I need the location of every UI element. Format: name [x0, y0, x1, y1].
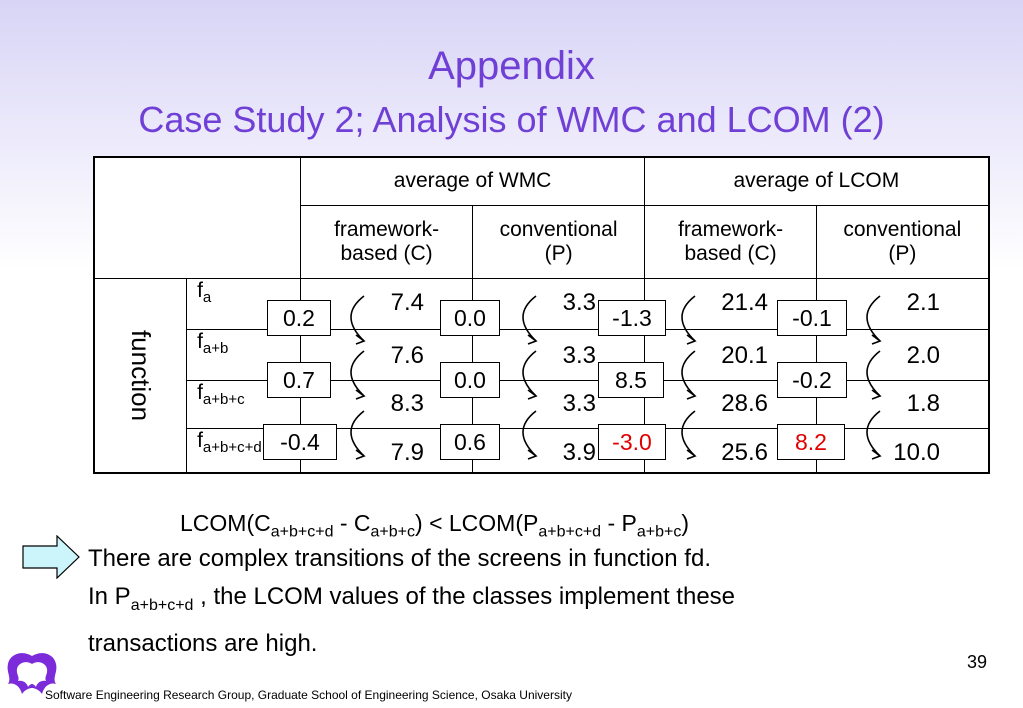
row-label-fab: $f_{a+b}$ [187, 329, 301, 380]
curved-arrow-icon [508, 346, 538, 408]
value-cell: 7.6 [390, 342, 424, 369]
delta-box: 0.0 [440, 300, 500, 336]
row-label-fabc: $f_{a+b+c}$ [187, 380, 301, 428]
value-cell: 3.3 [562, 342, 596, 369]
value-cell: 7.4 [390, 289, 424, 316]
curved-arrow-icon [508, 406, 538, 468]
delta-box: 0.6 [440, 424, 500, 460]
curved-arrow-icon [667, 291, 697, 353]
value-cell: 7.9 [390, 439, 424, 466]
page-number: 39 [966, 652, 987, 672]
conclusion-line: In $P_{a+b+c+d}$ , the LCOM values of the classes implement these [88, 583, 736, 614]
row-label-fa: $f_a$ [187, 278, 301, 329]
delta-box: 0.0 [440, 362, 500, 398]
curved-arrow-icon [336, 406, 366, 468]
header-wmc: average of WMC [301, 157, 645, 205]
value-cell: 3.3 [562, 289, 596, 316]
value-cell: 2.0 [906, 342, 940, 369]
subheader-wmc-conventional: conventional (P) [473, 205, 645, 278]
right-arrow-icon [22, 535, 80, 579]
value-cell: 10.0 [893, 439, 940, 466]
row-group-label: function [94, 278, 187, 473]
footer-text: Software Engineering Research Group, Graduate School of Engineering Science, Osaka University [45, 688, 572, 702]
conclusion-line: There are complex transitions of the screens in function fd. [88, 545, 711, 572]
curved-arrow-icon [852, 406, 882, 468]
delta-box: -0.1 [777, 300, 847, 336]
curved-arrow-icon [667, 346, 697, 408]
page-subtitle: Case Study 2; Analysis of WMC and LCOM (2) [138, 99, 885, 140]
value-cell: 25.6 [721, 439, 768, 466]
subheader-lcom-conventional: conventional (P) [817, 205, 989, 278]
delta-box-highlight: 8.2 [777, 424, 845, 460]
row-label-fabcd: $f_{a+b+c+d}$ [187, 428, 301, 473]
conclusion-text [88, 540, 735, 663]
value-cell: 3.3 [562, 390, 596, 417]
value-cell: 1.8 [906, 390, 940, 417]
curved-arrow-icon [336, 291, 366, 353]
delta-box: -1.3 [598, 300, 666, 336]
value-cell: 28.6 [721, 390, 768, 417]
curved-arrow-icon [852, 346, 882, 408]
curved-arrow-icon [667, 406, 697, 468]
curved-arrow-icon [336, 346, 366, 408]
delta-box: -0.4 [263, 424, 337, 460]
page-title: Appendix [428, 44, 595, 88]
value-cell: 2.1 [906, 289, 940, 316]
value-cell: 20.1 [721, 342, 768, 369]
header-lcom: average of LCOM [645, 157, 989, 205]
delta-box: 0.2 [267, 300, 331, 336]
curved-arrow-icon [852, 291, 882, 353]
value-cell: 8.3 [390, 390, 424, 417]
value-cell: 3.9 [562, 439, 596, 466]
subheader-lcom-framework: framework- based (C) [645, 205, 817, 278]
corner-cell [94, 157, 301, 278]
curved-arrow-icon [508, 291, 538, 353]
subheader-wmc-framework: framework- based (C) [301, 205, 473, 278]
delta-box: -0.2 [777, 362, 847, 398]
value-cell: 21.4 [721, 289, 768, 316]
conclusion-line: transactions are high. [88, 629, 318, 657]
delta-box: 8.5 [598, 362, 664, 398]
delta-box-highlight: -3.0 [598, 424, 666, 460]
lcom-formula: $LCOM(C_{a+b+c+d} - C_{a+b+c})$ < $LCOM(P_{a+b+c+d} - P_{a+b+c})$ [180, 510, 690, 541]
delta-box: 0.7 [267, 362, 331, 398]
